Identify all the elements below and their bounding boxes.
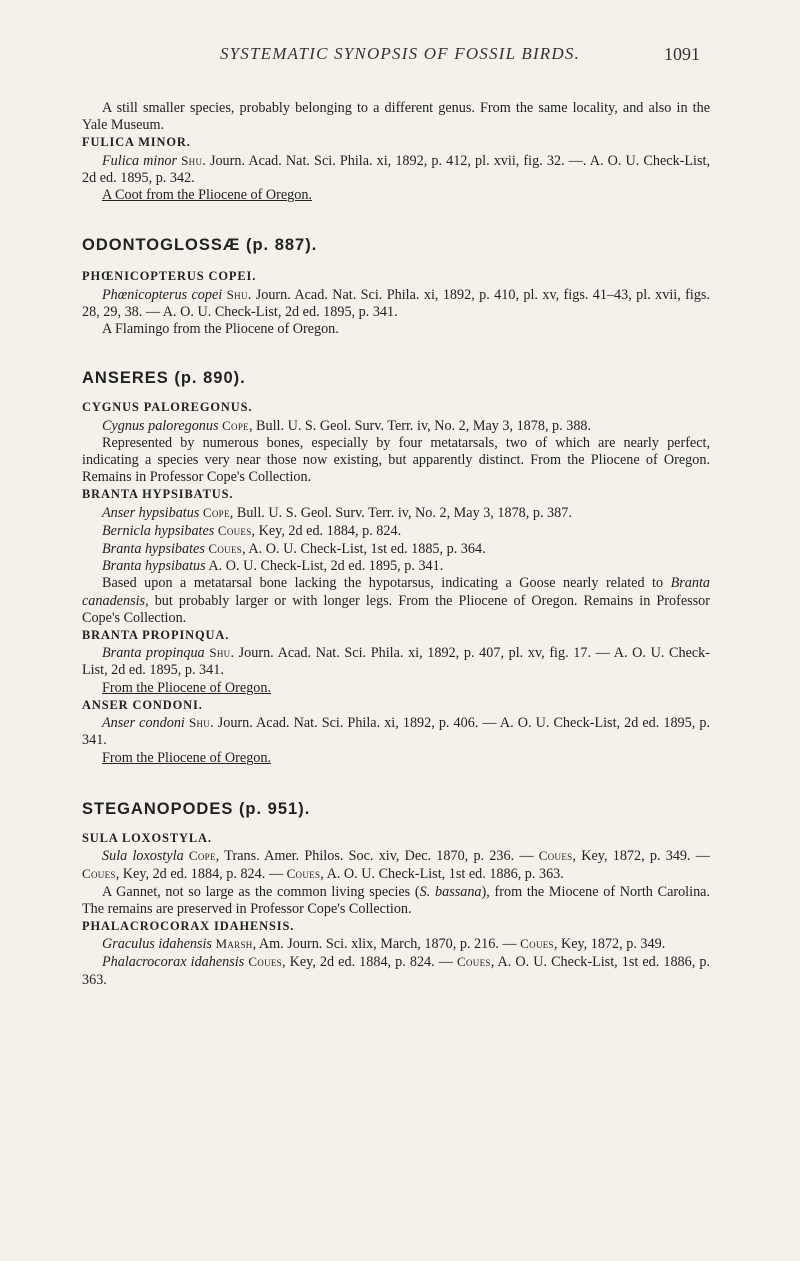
section-heading-odontoglossae: ODONTOGLOSSÆ (p. 887). bbox=[82, 236, 318, 255]
reference-graculus-idahensis: Graculus idahensis Marsh, Am. Journ. Sci. xlix, March, 1870, p. 216. — Coues, Key, 1872, p. 349. bbox=[102, 936, 666, 953]
reference-anser-hypsibatus: Anser hypsibatus Cope, Bull. U. S. Geol. Surv. Terr. iv, No. 2, May 3, 1878, p. 387. bbox=[102, 504, 572, 521]
genus-heading-phalacrocorax: PHALACROCORAX IDAHENSIS. bbox=[82, 918, 295, 933]
page-body bbox=[82, 100, 710, 989]
reference-phoenicopterus: Phœnicopterus copei Shu. Journ. Acad. Nat. Sci. Phila. xi, 1892, p. 410, pl. xv, figs. 41–43, pl. xvii, figs. 28, 29, 38. — A. O. U. Check-List, 2d ed. 1895, p. 341. bbox=[82, 286, 710, 320]
note-sula: A Gannet, not so large as the common living species (S. bassana), from the Miocene of North Carolina. The remains are preserved in Professor Cope's Collection. bbox=[82, 883, 711, 917]
intro-paragraph: A still smaller species, probably belonging to a different genus. From the same locality, and also in the Yale Museum. bbox=[82, 100, 710, 134]
genus-heading-anser-condoni: ANSER CONDONI. bbox=[82, 697, 203, 712]
reference-phalacrocorax-idahensis: Phalacrocorax idahensis Coues, Key, 2d ed. 1884, p. 824. — Coues, A. O. U. Check-List, 1st ed. 1886, p. 363. bbox=[82, 954, 710, 988]
reference-anser-condoni: Anser condoni Shu. Journ. Acad. Nat. Sci. Phila. xi, 1892, p. 406. — A. O. U. Check-List, 2d ed. 1895, p. 341. bbox=[82, 715, 710, 749]
running-head bbox=[0, 44, 800, 68]
genus-heading-branta-hypsibatus: BRANTA HYPSIBATUS. bbox=[82, 487, 234, 502]
running-title: SYSTEMATIC SYNOPSIS OF FOSSIL BIRDS. bbox=[219, 44, 581, 63]
page-number: 1091 bbox=[664, 44, 700, 64]
genus-heading-fulica: FULICA MINOR. bbox=[82, 135, 191, 150]
reference-branta-hypsibates: Branta hypsibates Coues, A. O. U. Check-List, 1st ed. 1885, p. 364. bbox=[102, 541, 486, 558]
reference-branta-hypsibatus: Branta hypsibatus A. O. U. Check-List, 2d ed. 1895, p. 341. bbox=[102, 558, 444, 575]
note-fulica: A Coot from the Pliocene of Oregon. bbox=[102, 187, 313, 204]
note-anser-condoni: From the Pliocene of Oregon. bbox=[102, 749, 272, 766]
note-branta-propinqua: From the Pliocene of Oregon. bbox=[102, 679, 272, 696]
reference-fulica: Fulica minor Shu. Journ. Acad. Nat. Sci. Phila. xi, 1892, p. 412, pl. xvii, fig. 32. —. A. O. U. Check-List, 2d ed. 1895, p. 342. bbox=[82, 152, 711, 186]
reference-sula: Sula loxostyla Cope, Trans. Amer. Philos. Soc. xiv, Dec. 1870, p. 236. — Coues, Key, 1872, p. 349. — Coues, Key, 2d ed. 1884, p. 824. — Coues, A. O. U. Check-List, 1st ed. 1886, p. 363. bbox=[82, 848, 710, 883]
reference-bernicla-hypsibates: Bernicla hypsibates Coues, Key, 2d ed. 1884, p. 824. bbox=[102, 522, 402, 539]
reference-branta-propinqua: Branta propinqua Shu. Journ. Acad. Nat. Sci. Phila. xi, 1892, p. 407, pl. xv, fig. 17. — A. O. U. Check-List, 2d ed. 1895, p. 341. bbox=[82, 645, 710, 679]
genus-heading-cygnus: CYGNUS PALOREGONUS. bbox=[82, 400, 253, 415]
genus-heading-sula: SULA LOXOSTYLA. bbox=[82, 830, 212, 845]
genus-heading-branta-propinqua: BRANTA PROPINQUA. bbox=[82, 628, 230, 643]
section-heading-anseres: ANSERES (p. 890). bbox=[82, 369, 246, 388]
reference-cygnus: Cygnus paloregonus Cope, Bull. U. S. Geol. Surv. Terr. iv, No. 2, May 3, 1878, p. 388. bbox=[102, 417, 592, 434]
section-heading-steganopodes: STEGANOPODES (p. 951). bbox=[82, 799, 311, 818]
note-phoenicopterus: A Flamingo from the Pliocene of Oregon. bbox=[102, 321, 339, 338]
genus-heading-phoenicopterus: PHŒNICOPTERUS COPEI. bbox=[82, 269, 257, 284]
note-cygnus: Represented by numerous bones, especially by four metatarsals, two of which are nearly perfect, indicating a species very near those now existing, but apparently distinct. From the Pliocene of Oregon. Remains in Professor Cope's Collection. bbox=[82, 434, 710, 486]
note-branta-hypsibatus: Based upon a metatarsal bone lacking the hypotarsus, indicating a Goose nearly related to Branta canadensis, but probably larger or with longer legs. From the Pliocene of Oregon. Remains in Professor Cope's Collection. bbox=[82, 575, 710, 626]
